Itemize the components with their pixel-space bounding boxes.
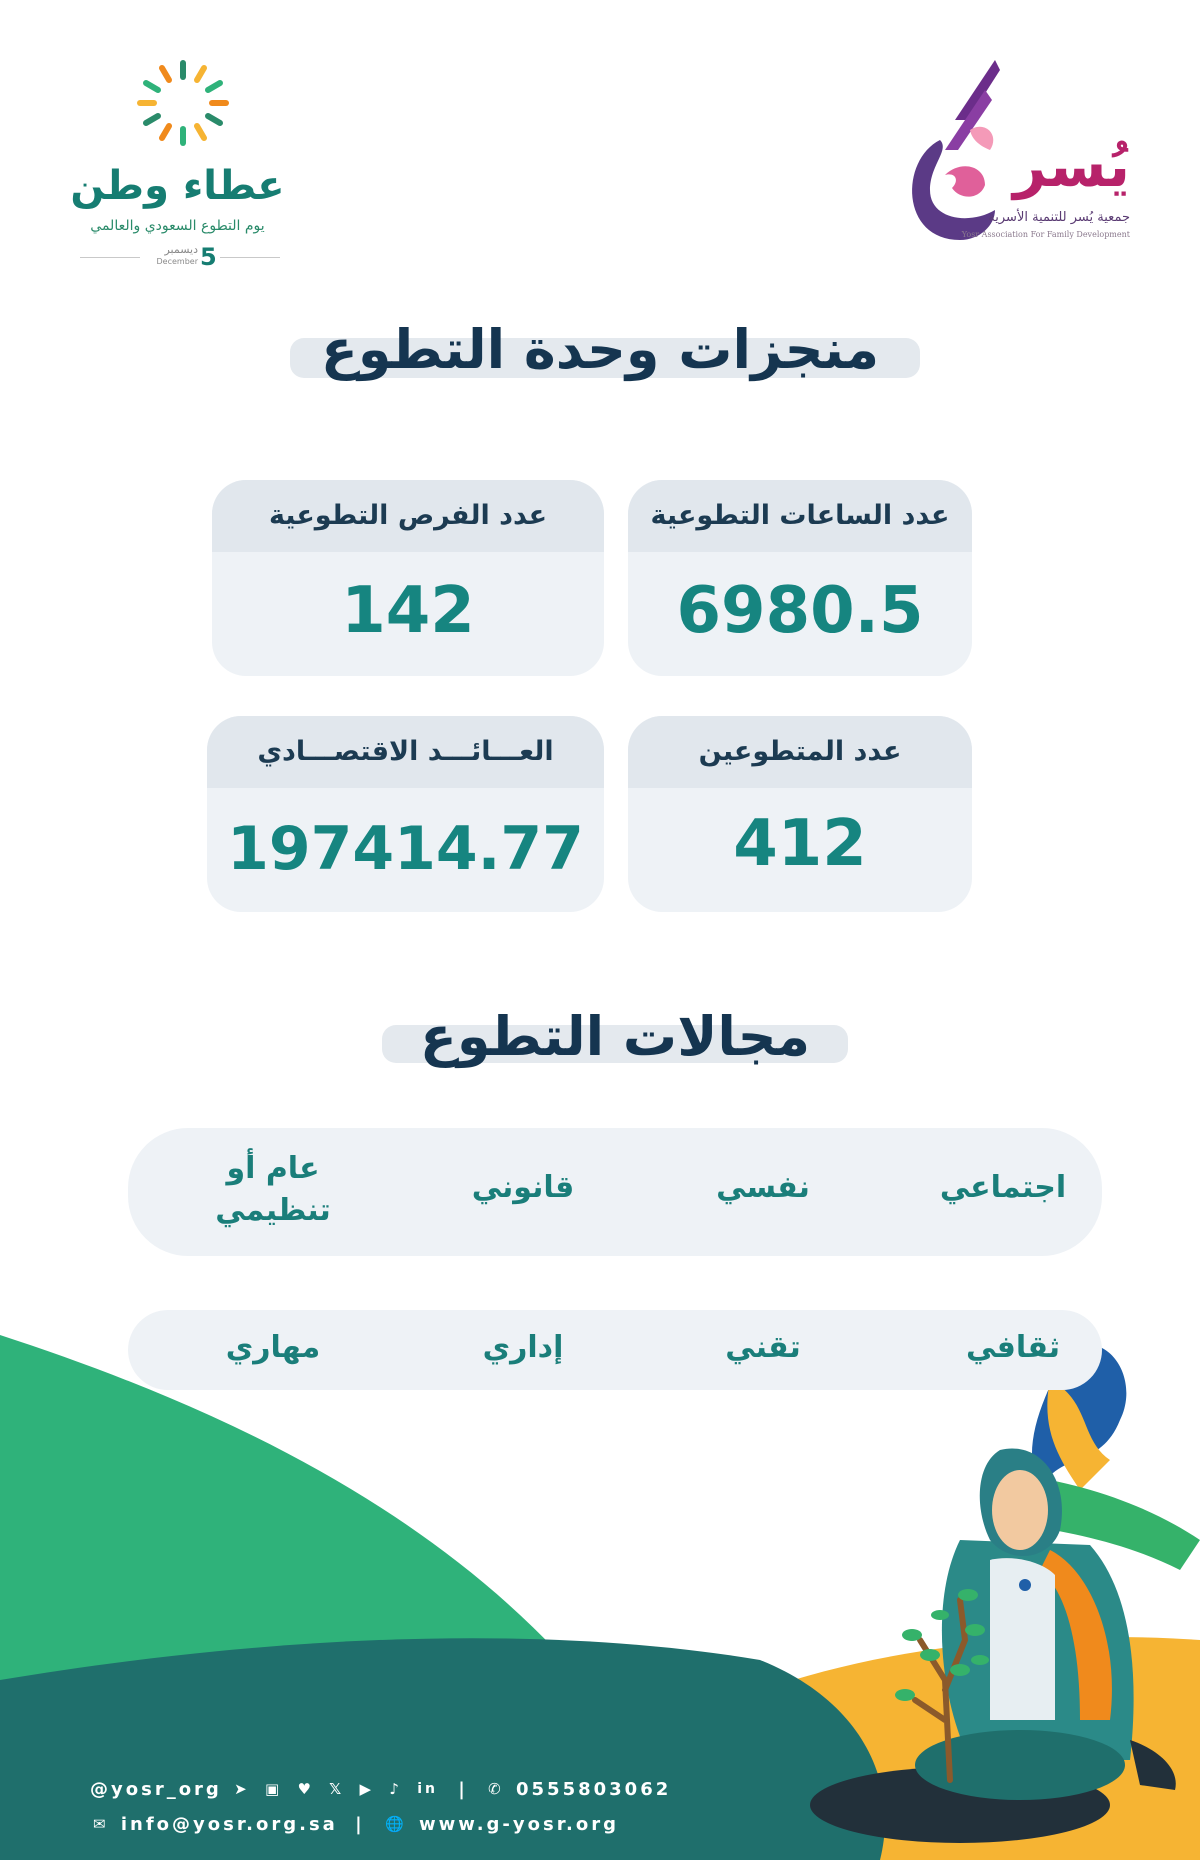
ataa-watan-subtitle: يوم التطوع السعودي والعالمي xyxy=(90,218,265,234)
areas-title: مجالات التطوع xyxy=(419,1005,811,1068)
footer-website[interactable]: www.g-yosr.org xyxy=(418,1813,619,1835)
sunburst-icon xyxy=(128,55,238,155)
footer-email[interactable]: info@yosr.org.sa xyxy=(120,1813,338,1835)
areas-row-2 xyxy=(128,1310,1102,1390)
telegram-icon[interactable]: ➤ xyxy=(234,1780,250,1798)
stat-value: 142 xyxy=(341,574,475,648)
divider-line xyxy=(220,257,280,258)
stat-card-volunteers-count xyxy=(628,716,972,912)
youtube-icon[interactable]: ▶ xyxy=(359,1780,375,1798)
area-psychological: نفسي xyxy=(716,1170,810,1205)
area-technical: تقني xyxy=(725,1330,801,1365)
areas-row-1 xyxy=(128,1128,1102,1256)
area-legal: قانوني xyxy=(471,1170,575,1205)
stat-label: العـــائـــد الاقتصـــادي xyxy=(207,716,604,788)
footer-separator: | xyxy=(355,1813,365,1835)
ataa-watan-date xyxy=(80,243,280,273)
yosr-wordmark: يُسر xyxy=(1013,132,1130,200)
x-icon[interactable]: 𝕏 xyxy=(329,1780,345,1798)
tiktok-icon[interactable]: ♪ xyxy=(389,1780,402,1798)
stat-value: 197414.77 xyxy=(227,814,584,884)
mail-icon: ✉ xyxy=(93,1815,109,1833)
yosr-subtitle-en: Yosr Association For Family Development xyxy=(961,230,1130,239)
achievements-title: منجزات وحدة التطوع xyxy=(320,318,880,381)
date-day: 5 xyxy=(200,243,217,271)
stat-label: عدد الفرص التطوعية xyxy=(212,480,604,552)
divider-line xyxy=(80,257,140,258)
footer-social-row xyxy=(90,1778,671,1800)
stat-value: 6980.5 xyxy=(676,574,924,648)
stat-label: عدد المتطوعين xyxy=(628,716,972,788)
area-cultural: ثقافي xyxy=(965,1330,1061,1365)
stat-value: 412 xyxy=(733,807,867,881)
area-administrative: إداري xyxy=(482,1330,564,1365)
stat-label: عدد الساعات التطوعية xyxy=(628,480,972,552)
footer-separator: | xyxy=(458,1778,468,1800)
snapchat-icon[interactable]: ♥ xyxy=(297,1780,314,1798)
area-general-organizational: عام أو تنظيمي xyxy=(215,1151,331,1228)
phone-icon: ✆ xyxy=(488,1780,504,1798)
social-handle[interactable]: @yosr_org xyxy=(90,1778,222,1800)
date-month-ar: ديسمبر xyxy=(164,243,198,256)
area-skills: مهاري xyxy=(225,1330,321,1365)
globe-icon: 🌐 xyxy=(384,1815,407,1833)
stat-card-volunteer-opportunities xyxy=(212,480,604,676)
date-month-en: December xyxy=(156,257,198,266)
footer-phone[interactable]: 0555803062 xyxy=(516,1778,672,1800)
instagram-icon[interactable]: ▣ xyxy=(264,1780,283,1798)
ataa-watan-logo xyxy=(70,55,300,275)
stat-card-volunteer-hours xyxy=(628,480,972,676)
footer-contact-row xyxy=(90,1813,619,1835)
linkedin-icon[interactable]: in xyxy=(417,1781,438,1797)
stat-card-economic-return xyxy=(207,716,604,912)
yosr-logo xyxy=(900,50,1160,250)
area-social: اجتماعي xyxy=(939,1170,1067,1205)
yosr-subtitle: جمعية يُسر للتنمية الأسرية xyxy=(988,210,1130,225)
volunteer-illustration xyxy=(840,1340,1200,1840)
ataa-watan-title: عطاء وطن xyxy=(70,163,285,209)
